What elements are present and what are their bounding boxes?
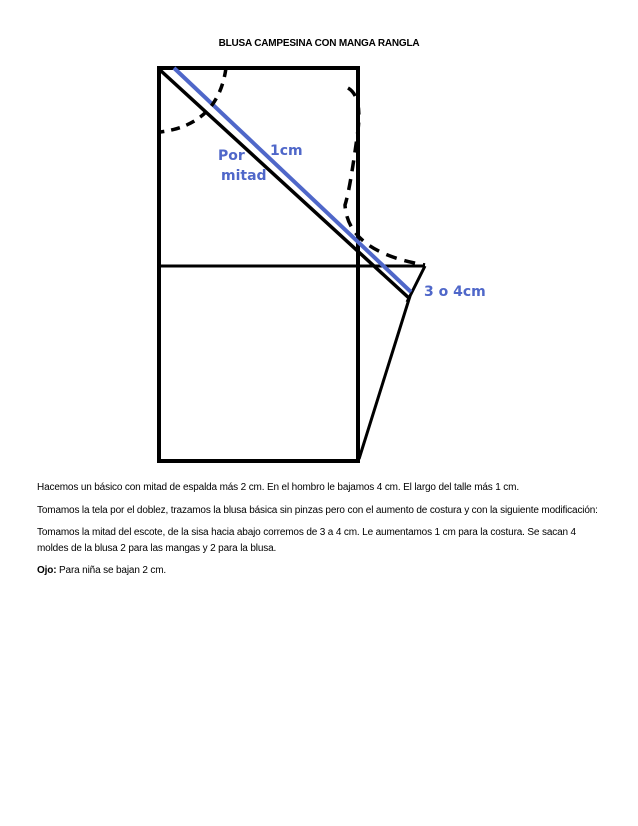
- sleeve-side: [359, 296, 410, 459]
- label-3-o-4cm: 3 o 4cm: [424, 284, 486, 300]
- seam-diagonal: [174, 68, 411, 292]
- label-mitad: mitad: [221, 168, 267, 184]
- document-body: [37, 480, 607, 586]
- note-text: Para niña se bajan 2 cm.: [56, 565, 167, 576]
- document-title: BLUSA CAMPESINA CON MANGA RANGLA: [218, 38, 420, 49]
- paragraph-3: Tomamos la mitad del escote, de la sisa hacia abajo corremos de 3 a 4 cm. Le aumentamos 1 cm para la costura. Se sacan 4 moldes de la blusa 2 para las mangas y 2 para la blusa.: [37, 527, 576, 554]
- label-por: Por: [218, 148, 245, 164]
- paragraph-2: Tomamos la tela por el doblez, trazamos la blusa básica sin pinzas pero con el aumento de costura y con la siguiente modificación:: [37, 504, 598, 516]
- label-1cm: 1cm: [270, 143, 303, 159]
- paragraph-1: Hacemos un básico con mitad de espalda más 2 cm. En el hombro le bajamos 4 cm. El largo del talle más 1 cm.: [37, 482, 519, 493]
- note-paragraph: [37, 563, 607, 579]
- note-label: Ojo:: [37, 565, 57, 576]
